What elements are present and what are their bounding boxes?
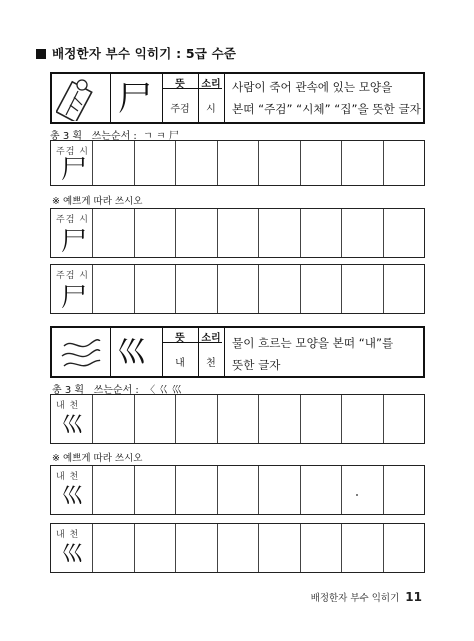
main-character: 尸: [118, 79, 152, 119]
stroke-order-row: 총 3 획 쓰는순서 : ㄱ ㅋ 尸: [50, 131, 179, 142]
practice-grid-4[interactable]: 내 천 巛: [50, 394, 425, 444]
description: 물이 흐르는 모양을 본떠 “내”를 뜻한 글자: [232, 336, 394, 372]
practice-grid-1[interactable]: 주검 시 尸: [50, 140, 425, 186]
practice-grid-5[interactable]: 내 천 巛: [50, 465, 425, 515]
meaning-value: 주검: [170, 104, 190, 115]
page-footer: 배정한자 부수 익히기 11: [310, 590, 422, 604]
meaning-header: 뜻: [175, 79, 185, 90]
trace-character: 巛: [61, 413, 84, 438]
character-card-1: [50, 72, 425, 124]
square-bullet-icon: [36, 49, 46, 59]
practice-grid-2[interactable]: 주검 시 尸: [50, 208, 425, 258]
practice-grid-6[interactable]: 내 천 巛: [50, 523, 425, 573]
character-card-2: [50, 326, 425, 378]
trace-character: 尸: [61, 283, 88, 313]
sound-header: 소리: [201, 79, 221, 90]
meaning-header: 뜻: [175, 333, 185, 344]
page-number: 11: [405, 590, 422, 604]
trace-character: 巛: [61, 484, 84, 509]
description: 사람이 죽어 관속에 있는 모양을 본떠 “주검” “시체” “집”을 뜻한 글자: [232, 80, 421, 116]
sound-value: 시: [206, 104, 216, 115]
stroke-order-row: 총 3 획 쓰는순서 : 〈 巜 巛: [52, 385, 182, 396]
sound-header: 소리: [201, 333, 221, 344]
instruction-2: ※ 예쁘게 따라 쓰시오: [52, 453, 143, 464]
meaning-value: 내: [175, 358, 185, 369]
instruction-1: ※ 예쁘게 따라 쓰시오: [52, 196, 143, 207]
page-title: 배정한자 부수 익히기 : 5급 수준: [36, 44, 236, 62]
trace-character: 尸: [61, 227, 88, 257]
trace-character: 尸: [61, 155, 88, 185]
practice-grid-3[interactable]: 주검 시 尸: [50, 264, 425, 314]
river-illustration: [60, 336, 102, 372]
trace-character: 巛: [61, 542, 84, 567]
main-character: 巛: [116, 335, 146, 370]
sound-value: 천: [206, 358, 216, 369]
coffin-illustration: [56, 77, 96, 121]
